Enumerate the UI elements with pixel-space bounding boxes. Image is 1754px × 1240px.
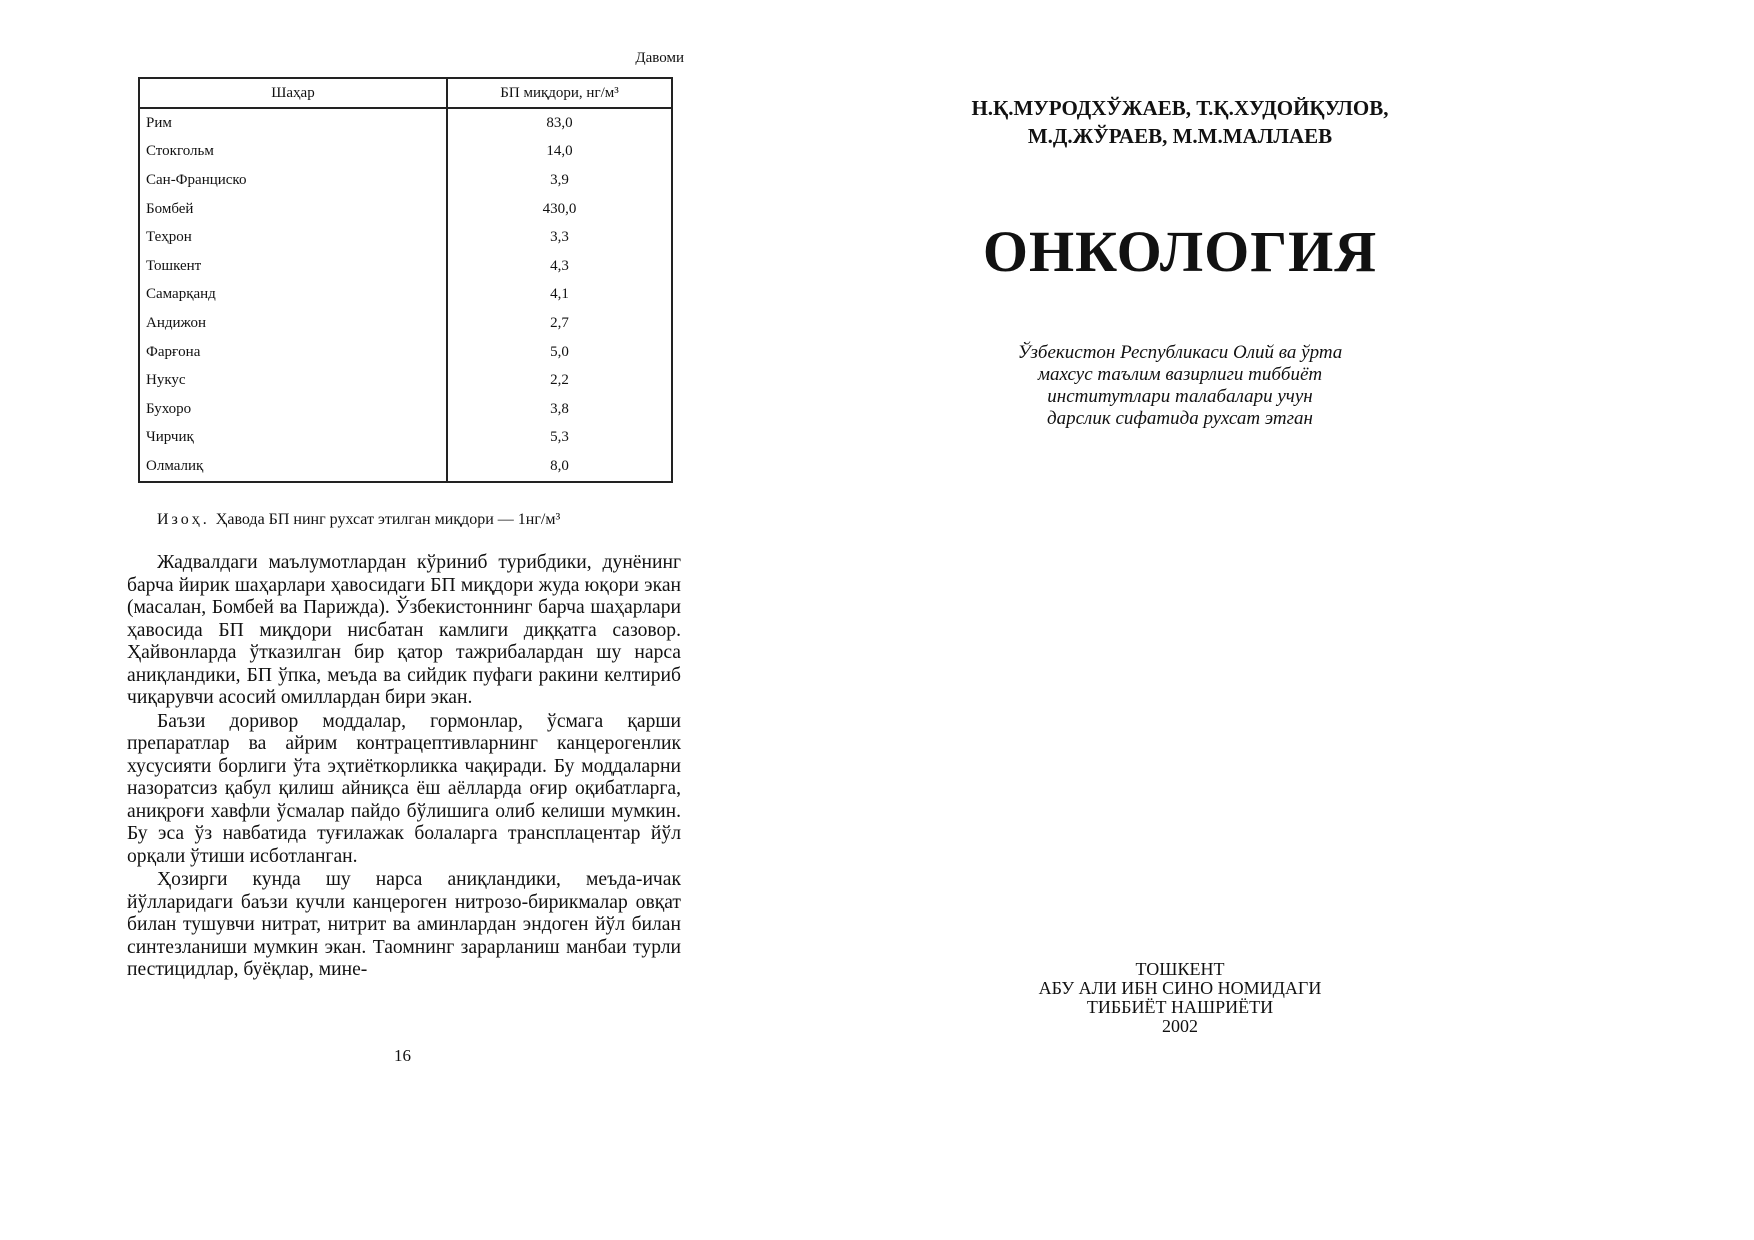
authors-line: Н.Қ.МУРОДХЎЖАЕВ, Т.Қ.ХУДОЙҚУЛОВ,	[971, 96, 1389, 120]
authors-line: М.Д.ЖЎРАЕВ, М.М.МАЛЛАЕВ	[1027, 124, 1333, 148]
city-cell: Нукус	[139, 366, 447, 395]
publisher-imprint	[940, 960, 1420, 1036]
book-title: ОНКОЛОГИЯ	[982, 219, 1378, 284]
approval-line: институтлари талабалари учун	[1047, 386, 1313, 407]
table-row	[139, 166, 672, 195]
city-cell: Самарқанд	[139, 281, 447, 310]
table-header-row	[139, 78, 672, 108]
value-cell: 14,0	[447, 138, 672, 167]
table-row	[139, 309, 672, 338]
value-cell: 430,0	[447, 195, 672, 224]
approval-line: махсус таълим вазирлиги тиббиёт	[1037, 364, 1323, 385]
value-cell: 83,0	[447, 108, 672, 138]
note-label: Изоҳ.	[157, 511, 210, 528]
city-cell: Андижон	[139, 309, 447, 338]
right-page	[790, 0, 1568, 1111]
imprint-city: ТОШКЕНТ	[1135, 959, 1225, 979]
city-cell: Сан-Франциско	[139, 166, 447, 195]
table-row	[139, 281, 672, 310]
value-cell: 2,2	[447, 366, 672, 395]
city-cell: Стокгольм	[139, 138, 447, 167]
table-row	[139, 424, 672, 453]
city-cell: Тошкент	[139, 252, 447, 281]
approval-line: Ўзбекистон Республикаси Олий ва ўрта	[1017, 342, 1343, 363]
continued-label: Давоми	[635, 50, 684, 66]
table-row	[139, 108, 672, 138]
city-cell: Чирчиқ	[139, 424, 447, 453]
table-row	[139, 366, 672, 395]
paragraph: Ҳозирги кунда шу нарса аниқландики, меъда-ичак йўлларидаги баъзи кучли канцероген нитрозо-бирикмалар овқат билан тушувчи нитрат, нитрит ва аминлардан эндоген йўл билан синтезланиши мумкин экан. Таомнинг зарарланиш манбаи турли пестицидлар, буёқлар, мине-	[127, 869, 681, 980]
city-cell: Бухоро	[139, 395, 447, 424]
value-cell: 3,3	[447, 223, 672, 252]
column-header-city: Шаҳар	[139, 78, 447, 108]
value-cell: 8,0	[447, 452, 672, 482]
note-text: Ҳаводa БП нинг рухсат этилган миқдори — 1нг/м³	[215, 511, 561, 528]
city-cell: Бомбей	[139, 195, 447, 224]
city-cell: Олмалиқ	[139, 452, 447, 482]
table-row	[139, 452, 672, 482]
city-cell: Фарғона	[139, 338, 447, 367]
page-number: 16	[394, 1046, 411, 1065]
table-row	[139, 338, 672, 367]
city-bp-table	[138, 77, 673, 483]
table-note	[157, 511, 560, 529]
table-row	[139, 195, 672, 224]
table-row	[139, 252, 672, 281]
book-authors	[890, 94, 1470, 150]
value-cell: 4,1	[447, 281, 672, 310]
approval-line: дарслик сифатида рухсат этган	[1047, 408, 1313, 429]
value-cell: 3,8	[447, 395, 672, 424]
table-row	[139, 138, 672, 167]
column-header-bp-amount: БП миқдори, нг/м³	[447, 78, 672, 108]
value-cell: 2,7	[447, 309, 672, 338]
paragraph: Жадвалдаги маълумотлардан кўриниб турибдики, дунёнинг барча йирик шаҳарлари ҳавосидаги БП миқдори жуда юқори экан (масалан, Бомбей ва Парижда). Ўзбекистоннинг барча шаҳарлари ҳавосида БП миқдори нисбатан камлиги диққатга сазовор. Ҳайвонларда ўтказилган бир қатор тажрибалардан шу нарса аниқландики, БП ўпка, меъда ва сийдик пуфаги ракини келтириб чиқарувчи асосий омиллардан бири экан.	[127, 552, 681, 708]
approval-statement	[940, 342, 1420, 430]
table-row	[139, 223, 672, 252]
city-cell: Рим	[139, 108, 447, 138]
body-text	[127, 552, 681, 982]
value-cell: 4,3	[447, 252, 672, 281]
value-cell: 5,3	[447, 424, 672, 453]
imprint-publisher-line: ТИББИЁТ НАШРИЁТИ	[1086, 997, 1274, 1017]
paragraph: Баъзи доривор моддалар, гормонлар, ўсмага қарши препаратлар ва айрим контрацептивларнинг канцерогенлик хусусияти борлиги ўта эҳтиёткорликка чақиради. Бу моддаларни назоратсиз қабул қилиш айниқса ёш аёлларда оғир оқибатларга, аниқроғи хавфли ўсмалар пайдо бўлишига олиб келиши мумкин. Бу эса ўз навбатида туғилажак болаларга трансплацентар йўл орқали ўтиши исботланган.	[127, 710, 681, 867]
city-cell: Теҳрон	[139, 223, 447, 252]
imprint-publisher-line: АБУ АЛИ ИБН СИНО НОМИДАГИ	[1038, 978, 1322, 998]
table-row	[139, 395, 672, 424]
left-page	[0, 0, 790, 1111]
value-cell: 5,0	[447, 338, 672, 367]
imprint-year: 2002	[1162, 1016, 1198, 1036]
value-cell: 3,9	[447, 166, 672, 195]
